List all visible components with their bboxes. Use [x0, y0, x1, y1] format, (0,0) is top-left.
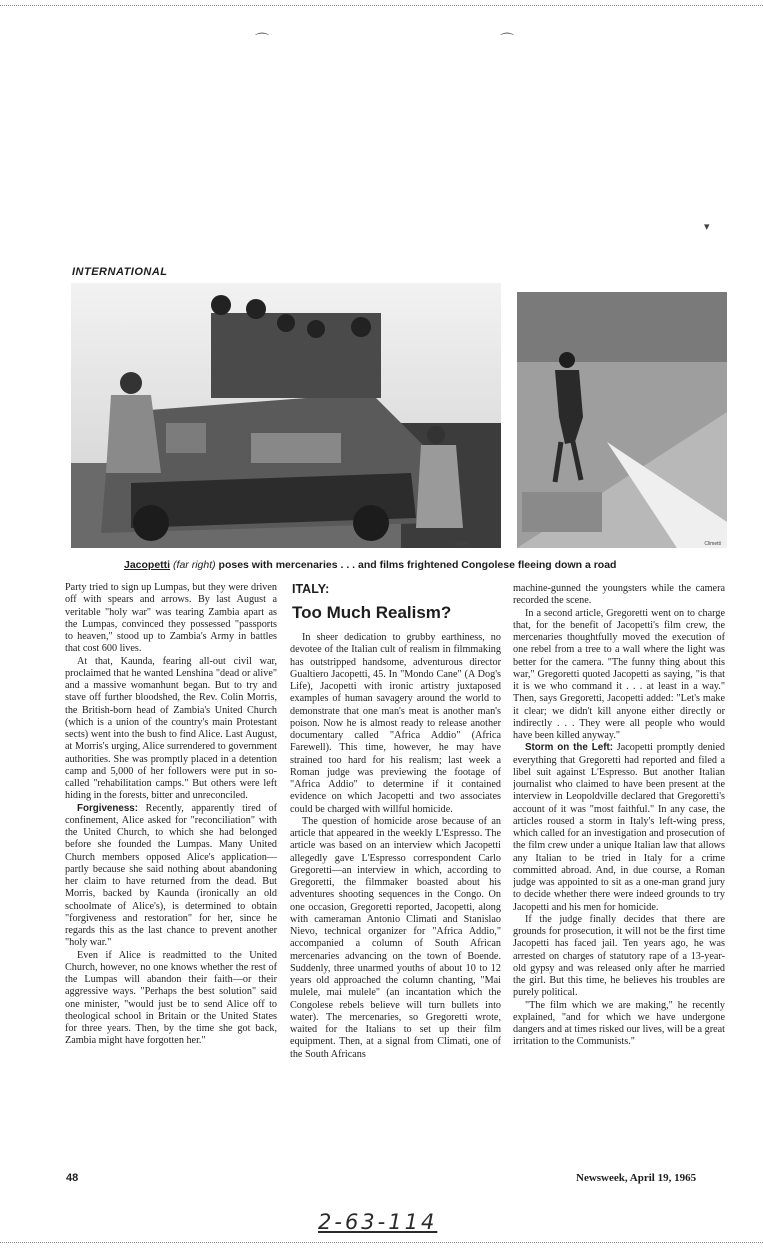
caption-name: Jacopetti [124, 559, 171, 571]
paragraph [290, 632, 501, 816]
paragraph-text: In sheer dedication to grubby earthiness, no devotee of the Italian cult of realism in filmmaking has outstripped handsome, adventurous director Gualtiero Jacopetti, 45. In "Mondo Cane" (A Dog's Life), Jacopetti with ironic artistry juxtaposed examples of human savagery around the world to demonstrate that one man's meat is another man's poison. Now he is almost ready to release another documentary called "Africa Addio" (Africa Farewell). This time, however, he may have strained too hard for his realism; last week a Roman judge was previewing the footage of "Africa Addio" to determine if it contained evidence on which Jacopetti and two associates could be charged with willful homicide. [290, 632, 501, 815]
section-label: INTERNATIONAL [72, 266, 168, 278]
scan-edge-bottom [0, 1242, 763, 1243]
photo-mercenaries [71, 283, 501, 548]
punch-mark-right: ⌒ [500, 34, 514, 49]
subhead: Forgiveness: [77, 802, 138, 814]
paragraph [65, 950, 277, 1048]
column-left [65, 582, 277, 1162]
paragraph-text: If the judge finally decides that there are grounds for prosecution, it will not be the first time Jacopetti has faced jail. Ten years ago, he was arrested on charges of statutory rape of a 13-year-old gypsy and was released only after he married the girl. But this time, he believes his troubles are purely political. [513, 913, 725, 999]
paragraph-text: Party tried to sign up Lumpas, but they were driven off with spears and arrows. By last August a veritable "holy war" was tearing Zambia apart as the Lumpas, convinced they possessed "passports to heaven," stood up to Zambia's Army in battles that cost 600 lives. [65, 582, 277, 655]
paragraph [65, 582, 277, 656]
paragraph [513, 1000, 725, 1049]
caption-text: poses with mercenaries . . . and films frightened Congolese fleeing down a road [215, 559, 617, 571]
paragraph-text: Jacopetti promptly denied everything that Gregoretti had reported and filed a libel suit against L'Espresso. But another Italian journalist who claimed to have been present at the interview in Leopoldville declared that Gregoretti's account of it was "most faithful." In any case, the articles roused a storm in Italy's left-wing press, which called for an investigation and prosecution of the film crew under a unique Italian law that allows any Italian to be tried in Italy for a crime committed abroad. And, in due course, a Roman judge was appointed to sit as a one-man grand jury to decide whether there were indeed grounds to try Jacopetti and his men for homicide. [513, 742, 725, 913]
handwritten-file-number: 2-63-114 [318, 1210, 438, 1234]
photo-congolese-fleeing [517, 292, 727, 548]
paragraph-text: The question of homicide arose because of an article that appeared in the weekly L'Espresso. The article was based on an interview which Jacopetti allegedly gave L'Espresso correspondent Carlo Gregoretti—an interview in which, according to Gregoretti, the filmmaker boasted about his adventures shooting sequences in the Congo. On one occasion, Gregoretti reported, Jacopetti, along with cameraman Antonio Climati and Stanislao Nievo, technical organizer for "Africa Addio," accompanied a column of South African mercenaries advancing on the town of Boende. Suddenly, three unarmed youths of about 10 to 12 years old approached the column chanting, "Mai mulele, mai mulele" (an incantation which the Congolese rebels believe will turn bullets into water). The mercenaries, so Gregoretti wrote, waited for the Italians to set up their film equipment. Then, at a signal from Climati, one of the South Africans [290, 815, 501, 1060]
article-headline: Too Much Realism? [292, 603, 452, 622]
paragraph [65, 803, 277, 950]
paragraph [513, 742, 725, 914]
paragraph-text: Even if Alice is readmitted to the United Church, however, no one knows whether the rest of the Lumpas will abandon their faith—or their aggressive ways. "Perhaps the best solution" said one minister, "would just be to send Alice off to theological school in Britain or the United States for three years. Then, by the time she got back, Zambia might have forgotten her." [65, 949, 277, 1047]
publication-footer: Newsweek, April 19, 1965 [576, 1172, 697, 1184]
stray-mark: ▾ [704, 221, 710, 233]
paragraph [513, 583, 725, 608]
photo-caption [124, 559, 724, 571]
page-number: 48 [66, 1172, 79, 1184]
paragraph [65, 656, 277, 803]
paragraph [513, 914, 725, 1000]
column-right [513, 583, 725, 1163]
scan-edge-top [0, 5, 763, 6]
photo-congolese-image [517, 292, 727, 548]
photo-credit-right: Climetti [704, 541, 721, 547]
punch-mark-left: ⌒ [255, 34, 269, 49]
paragraph-text: In a second article, Gregoretti went on to charge that, for the benefit of Jacopetti's film crew, the mercenaries thoughtfully moved the execution of one rebel from a tree to a wall where the light was better for the camera. "The funny thing about this war," Gregoretti quoted Jacopetti as saying, "is that it is we who command it . . . at least in a way." Then, says Gregoretti, Jacopetti added: "Let's make it clear; we didn't kill anyone either directly or indirectly . . . They were all people who would have been killed anyway." [513, 607, 725, 741]
paragraph-text: "The film which we are making," he recently explained, "and for which we have undergone dangers and at times risked our lives, will be a great irritation to the Communists." [513, 999, 725, 1048]
caption-note: (far right) [173, 559, 216, 571]
paragraph-text: Recently, apparently tired of confinement, Alice asked for "reconciliation" with the United Church, to which she had belonged before she founded the Lumpas. Many United Church members opposed Alice's application—partly because she said nothing about abandoning her claim to have returned from the dead. But Morris, backed by Kaunda (ironically an old schoolmate of Alice's), is determined to obtain "forgiveness and restoration" for her, since he regards this as the last chance to prevent another "holy war." [65, 802, 277, 949]
photo-credit-left: Climetti [452, 541, 469, 547]
paragraph [513, 608, 725, 743]
subhead: Storm on the Left: [525, 742, 613, 754]
paragraph [290, 816, 501, 1061]
column-middle [290, 632, 501, 1162]
photo-mercenaries-image [71, 283, 501, 548]
paragraph-text: At that, Kaunda, fearing all-out civil war, proclaimed that he wanted Lenshina "dead or alive" and a massive womanhunt began. But to try and stave off further bloodshed, the Rev. Colin Morris, the British-born head of Zambia's United Church (which is a union of the country's main Protestant sects) went into the bush to find Alice. Last August, at Morris's urging, Alice surrendered to government authorities. She was promptly placed in a detention camp and 5,000 of her followers were put in so-called "rehabilitation camps." But others were left hiding in the forests, bitter and unreconciled. [65, 655, 277, 802]
paragraph-text: machine-gunned the youngsters while the camera recorded the scene. [513, 583, 725, 607]
article-kicker: ITALY: [292, 582, 330, 596]
